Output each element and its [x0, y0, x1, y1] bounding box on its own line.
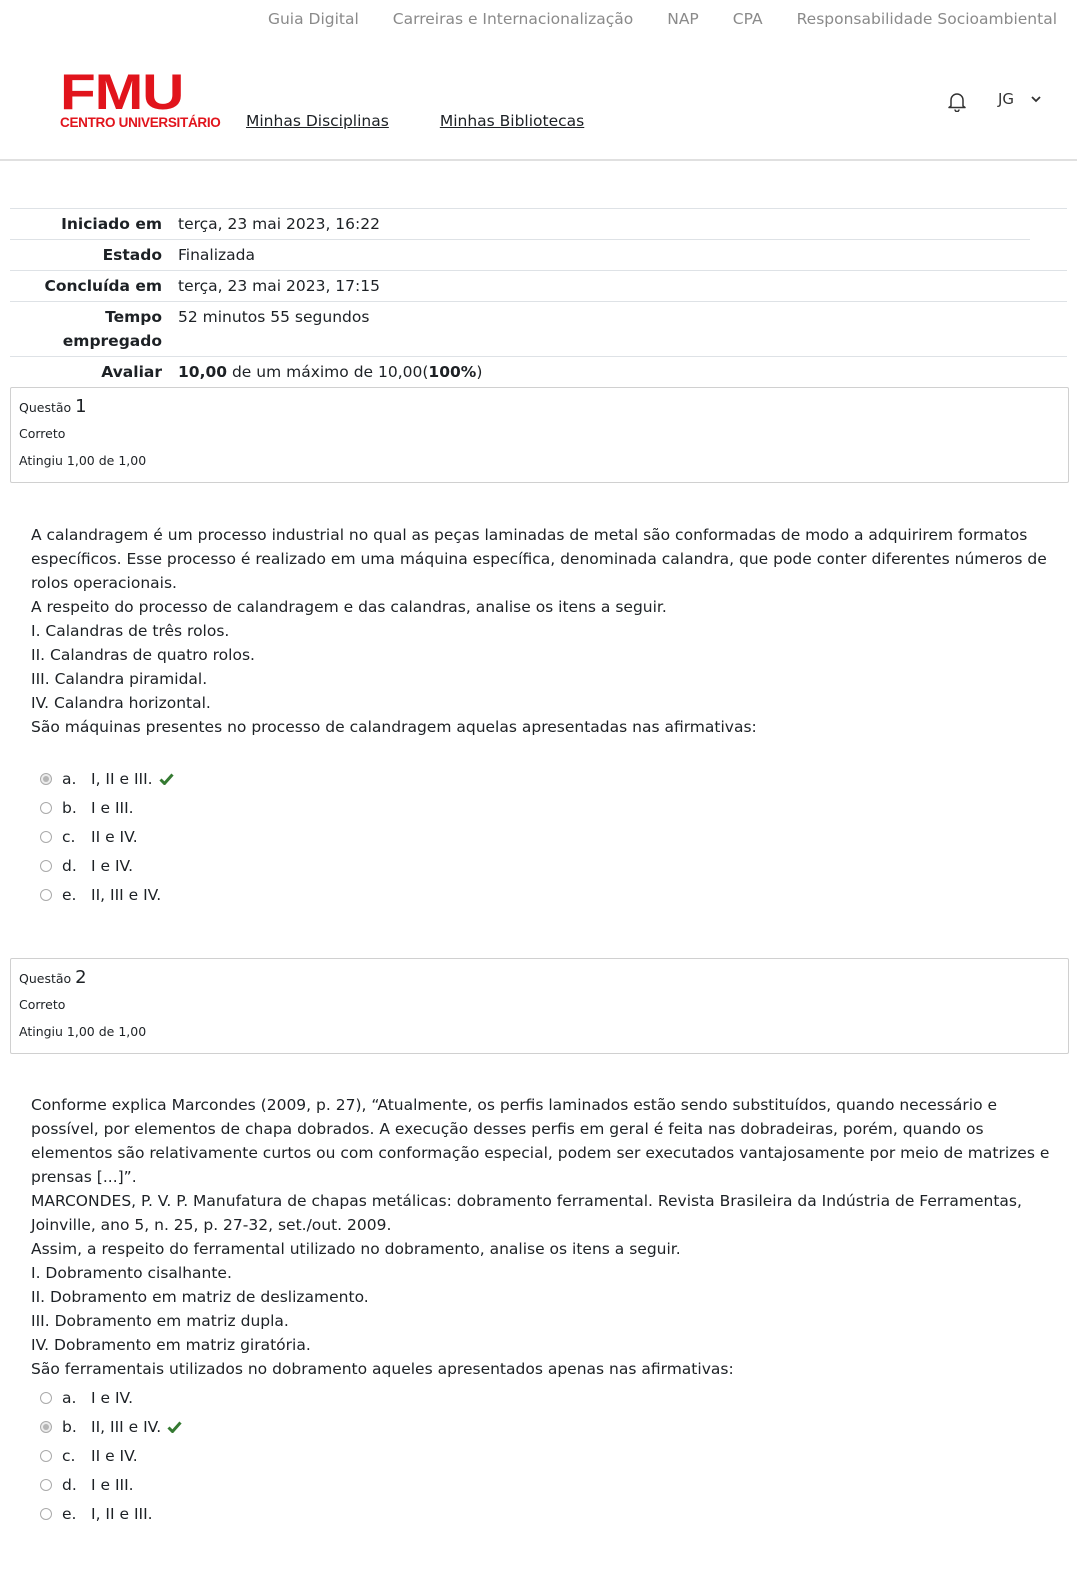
answer-letter: c.	[62, 827, 76, 846]
question-number-value: 1	[75, 396, 87, 417]
answer-letter: e.	[62, 885, 77, 904]
answer-letter: b.	[62, 798, 77, 817]
answer-letter: a.	[62, 769, 77, 788]
summary-label: Iniciado em	[61, 215, 162, 233]
answer-text: I e IV.	[91, 856, 134, 875]
summary-value: Finalizada	[178, 246, 256, 264]
summary-row-started	[10, 209, 1030, 240]
summary-row-completed	[10, 271, 1067, 302]
grade-percent: 100%	[428, 363, 477, 381]
chevron-down-icon	[1031, 95, 1041, 103]
summary-label-line2: empregado	[62, 332, 162, 350]
question-paragraph: IV. Calandra horizontal.	[31, 694, 211, 712]
notification-bell-icon[interactable]	[946, 90, 968, 112]
question-info-2	[10, 958, 1069, 1054]
summary-label-line1: Tempo	[105, 308, 162, 326]
toplink-nap[interactable]: NAP	[667, 10, 699, 28]
user-initials: JG	[998, 90, 1015, 108]
grade-max: de um máximo de 10,00(	[227, 363, 429, 381]
radio-selected[interactable]	[40, 1421, 52, 1433]
summary-value: terça, 23 mai 2023, 17:15	[178, 277, 380, 295]
summary-value: terça, 23 mai 2023, 16:22	[178, 215, 380, 233]
question-status: Correto	[19, 426, 66, 441]
radio-button[interactable]	[40, 1508, 52, 1520]
radio-button[interactable]	[40, 1392, 52, 1404]
summary-label: Concluída em	[44, 277, 162, 295]
question-paragraph: II. Dobramento em matriz de deslizamento.	[31, 1288, 369, 1306]
question-paragraph: A calandragem é um processo industrial no qual as peças laminadas de metal são conformadas de modo a adquirirem formatos específicos. Esse processo é realizado em uma máquina específica, denominada calandra, que pode conter diferentes números de rolos operacionais.	[31, 526, 1047, 592]
question-label: Questão	[19, 971, 72, 986]
question-info-1	[10, 387, 1069, 483]
answer-option[interactable]	[40, 1441, 182, 1470]
answer-text: II e IV.	[91, 1446, 138, 1465]
question-paragraph: São máquinas presentes no processo de calandragem aquelas apresentadas nas afirmativas:	[31, 718, 757, 736]
nav-minhas-disciplinas[interactable]: Minhas Disciplinas	[246, 112, 389, 130]
question-number	[19, 396, 1060, 417]
answer-option[interactable]	[40, 1499, 182, 1528]
nav-minhas-bibliotecas[interactable]: Minhas Bibliotecas	[439, 112, 585, 130]
summary-value: 52 minutos 55 segundos	[178, 308, 370, 326]
answer-text: I, II e III.	[91, 769, 153, 788]
question-score: Atingiu 1,00 de 1,00	[19, 1024, 147, 1039]
fmu-logo[interactable]	[60, 64, 221, 130]
grade-score: 10,00	[178, 363, 228, 381]
question-paragraph: III. Calandra piramidal.	[31, 670, 208, 688]
answer-text: I, II e III.	[91, 1504, 153, 1523]
question-paragraph: III. Dobramento em matriz dupla.	[31, 1312, 289, 1330]
radio-selected[interactable]	[40, 773, 52, 785]
question-score: Atingiu 1,00 de 1,00	[19, 453, 147, 468]
answer-option[interactable]	[40, 1470, 182, 1499]
answer-option[interactable]	[40, 851, 174, 880]
question-number-value: 2	[75, 967, 87, 988]
answer-letter: e.	[62, 1504, 77, 1523]
answer-letter: a.	[62, 1388, 77, 1407]
answer-option[interactable]	[40, 880, 174, 909]
question-number	[19, 967, 1060, 988]
main-nav	[246, 112, 584, 130]
question-label: Questão	[19, 400, 72, 415]
radio-button[interactable]	[40, 889, 52, 901]
question-paragraph: Conforme explica Marcondes (2009, p. 27), “Atualmente, os perfis laminados estão sendo substituídos, quando necessário e possível, por elementos de chapa dobrados. A execução desses perfis em geral é feita nas dobradeiras, porém, quando os elementos são relativamente curtos ou com conformação especial, podem ser executados vantajosamente por meio de matrizes e prensas [...]”.	[31, 1096, 1050, 1186]
summary-row-state	[10, 240, 1067, 271]
toplink-responsabilidade[interactable]: Responsabilidade Socioambiental	[796, 10, 1057, 28]
radio-button[interactable]	[40, 802, 52, 814]
question-paragraph: I. Dobramento cisalhante.	[31, 1264, 232, 1282]
question-paragraph: I. Calandras de três rolos.	[31, 622, 230, 640]
answer-text: II, III e IV.	[91, 885, 162, 904]
question-paragraph: MARCONDES, P. V. P. Manufatura de chapas metálicas: dobramento ferramental. Revista Brasileira da Indústria de Ferramentas, Joinville, ano 5, n. 25, p. 27-32, set./out. 2009.	[31, 1192, 1022, 1234]
answer-text: I e III.	[91, 798, 134, 817]
question-paragraph: São ferramentais utilizados no dobramento aqueles apresentados apenas nas afirmativas:	[31, 1360, 734, 1378]
summary-row-time	[10, 302, 1067, 357]
answer-letter: b.	[62, 1417, 77, 1436]
radio-button[interactable]	[40, 1479, 52, 1491]
user-menu[interactable]	[998, 90, 1041, 108]
summary-label: Avaliar	[101, 363, 162, 381]
attempt-summary	[10, 208, 1067, 387]
question-paragraph: Assim, a respeito do ferramental utilizado no dobramento, analise os itens a seguir.	[31, 1240, 681, 1258]
summary-label: Estado	[102, 246, 162, 264]
logo-subtitle: CENTRO UNIVERSITÁRIO	[60, 115, 221, 130]
answer-letter: d.	[62, 1475, 77, 1494]
question-paragraph: II. Calandras de quatro rolos.	[31, 646, 255, 664]
answer-letter: d.	[62, 856, 77, 875]
grade-close: )	[476, 363, 483, 381]
answer-text: II, III e IV.	[91, 1417, 162, 1436]
toplink-carreiras[interactable]: Carreiras e Internacionalização	[392, 10, 634, 28]
answer-option[interactable]	[40, 793, 174, 822]
answer-option[interactable]	[40, 1412, 182, 1441]
answer-text: I e III.	[91, 1475, 134, 1494]
site-header	[0, 50, 1077, 161]
logo-mark: FMU	[60, 64, 184, 120]
answer-option[interactable]	[40, 1383, 182, 1412]
answer-text: II e IV.	[91, 827, 138, 846]
correct-check-icon	[159, 773, 174, 785]
question-text-1	[31, 523, 1056, 739]
question-paragraph: IV. Dobramento em matriz giratória.	[31, 1336, 311, 1354]
correct-check-icon	[167, 1421, 182, 1433]
answer-list-1	[40, 764, 174, 909]
radio-button[interactable]	[40, 1450, 52, 1462]
question-paragraph: A respeito do processo de calandragem e das calandras, analise os itens a seguir.	[31, 598, 667, 616]
radio-button[interactable]	[40, 831, 52, 843]
toplink-guia-digital[interactable]: Guia Digital	[267, 10, 359, 28]
summary-value	[162, 357, 482, 387]
answer-letter: c.	[62, 1446, 76, 1465]
answer-option[interactable]	[40, 822, 174, 851]
answer-text: I e IV.	[91, 1388, 134, 1407]
radio-button[interactable]	[40, 860, 52, 872]
answer-list-2	[40, 1383, 182, 1528]
summary-label	[10, 302, 162, 356]
question-status: Correto	[19, 997, 66, 1012]
top-links	[268, 10, 1057, 28]
answer-option[interactable]	[40, 764, 174, 793]
question-text-2	[31, 1093, 1056, 1381]
toplink-cpa[interactable]: CPA	[732, 10, 763, 28]
summary-row-grade	[10, 357, 1067, 387]
